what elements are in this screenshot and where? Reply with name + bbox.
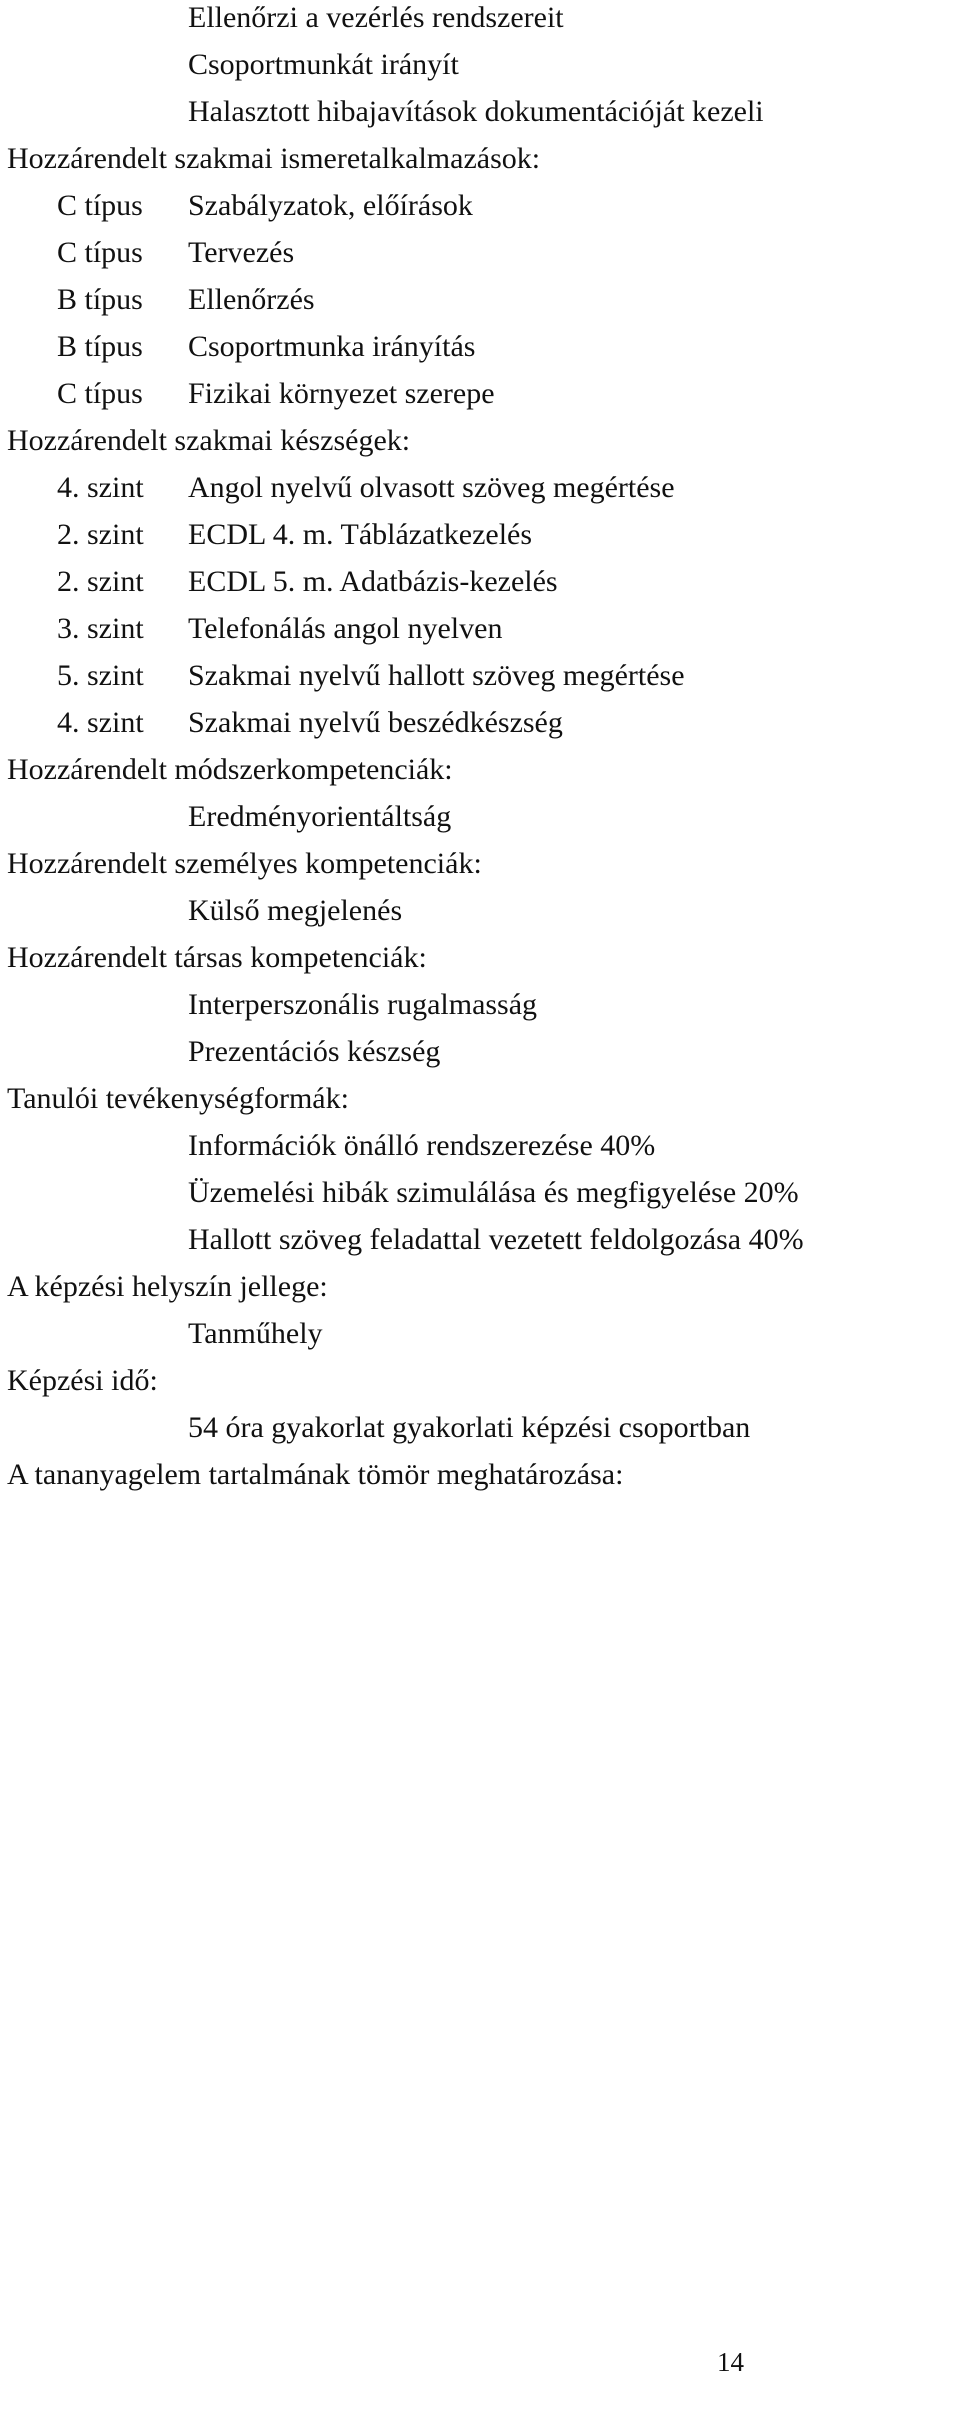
knowledge-text: Tervezés (188, 236, 295, 269)
skill-level: 5. szint (57, 659, 144, 692)
knowledge-type: B típus (57, 283, 143, 316)
skill-item (0, 658, 960, 694)
skill-text: Angol nyelvű olvasott szöveg megértése (188, 471, 675, 504)
location-heading: A képzési helyszín jellege: (7, 1270, 328, 1303)
knowledge-item (0, 235, 960, 271)
knowledge-item (0, 329, 960, 365)
social-competency-item: Interperszonális rugalmasság (188, 988, 538, 1021)
knowledge-text: Szabályzatok, előírások (188, 189, 473, 222)
personal-competency-item: Külső megjelenés (188, 894, 403, 927)
knowledge-heading: Hozzárendelt szakmai ismeretalkalmazások: (7, 142, 541, 175)
knowledge-type: B típus (57, 330, 143, 363)
skill-text: Telefonálás angol nyelven (188, 612, 503, 645)
skill-level: 4. szint (57, 471, 144, 504)
task-line: Halasztott hibajavítások dokumentációját kezeli (188, 95, 764, 128)
page-number: 14 (717, 2347, 744, 2377)
task-line: Csoportmunkát irányít (188, 48, 459, 81)
time-heading: Képzési idő: (7, 1364, 158, 1397)
skill-level: 2. szint (57, 565, 144, 598)
skill-item (0, 517, 960, 553)
knowledge-type: C típus (57, 236, 143, 269)
personal-competencies-heading: Hozzárendelt személyes kompetenciák: (7, 847, 482, 880)
activities-heading: Tanulói tevékenységformák: (7, 1082, 349, 1115)
method-competency-item: Eredményorientáltság (188, 800, 452, 833)
knowledge-item (0, 188, 960, 224)
task-line: Ellenőrzi a vezérlés rendszereit (188, 1, 564, 34)
skills-heading: Hozzárendelt szakmai készségek: (7, 424, 411, 457)
activity-item: Üzemelési hibák szimulálása és megfigyelése 20% (188, 1176, 799, 1209)
social-competencies-heading: Hozzárendelt társas kompetenciák: (7, 941, 427, 974)
skill-item (0, 470, 960, 506)
knowledge-text: Csoportmunka irányítás (188, 330, 476, 363)
skill-level: 4. szint (57, 706, 144, 739)
skill-item (0, 611, 960, 647)
knowledge-type: C típus (57, 377, 143, 410)
skill-level: 3. szint (57, 612, 144, 645)
time-item: 54 óra gyakorlat gyakorlati képzési csoportban (188, 1411, 751, 1444)
knowledge-item (0, 376, 960, 412)
knowledge-text: Ellenőrzés (188, 283, 315, 316)
method-competencies-heading: Hozzárendelt módszerkompetenciák: (7, 753, 453, 786)
skill-text: ECDL 4. m. Táblázatkezelés (188, 518, 533, 551)
skill-level: 2. szint (57, 518, 144, 551)
skill-text: Szakmai nyelvű beszédkészség (188, 706, 563, 739)
summary-heading: A tananyagelem tartalmának tömör meghatározása: (7, 1458, 624, 1491)
location-item: Tanműhely (188, 1317, 323, 1350)
skill-text: ECDL 5. m. Adatbázis-kezelés (188, 565, 558, 598)
knowledge-item (0, 282, 960, 318)
skill-text: Szakmai nyelvű hallott szöveg megértése (188, 659, 685, 692)
activity-item: Hallott szöveg feladattal vezetett feldolgozása 40% (188, 1223, 804, 1256)
knowledge-type: C típus (57, 189, 143, 222)
knowledge-text: Fizikai környezet szerepe (188, 377, 495, 410)
skill-item (0, 705, 960, 741)
skill-item (0, 564, 960, 600)
social-competency-item: Prezentációs készség (188, 1035, 441, 1068)
activity-item: Információk önálló rendszerezése 40% (188, 1129, 656, 1162)
